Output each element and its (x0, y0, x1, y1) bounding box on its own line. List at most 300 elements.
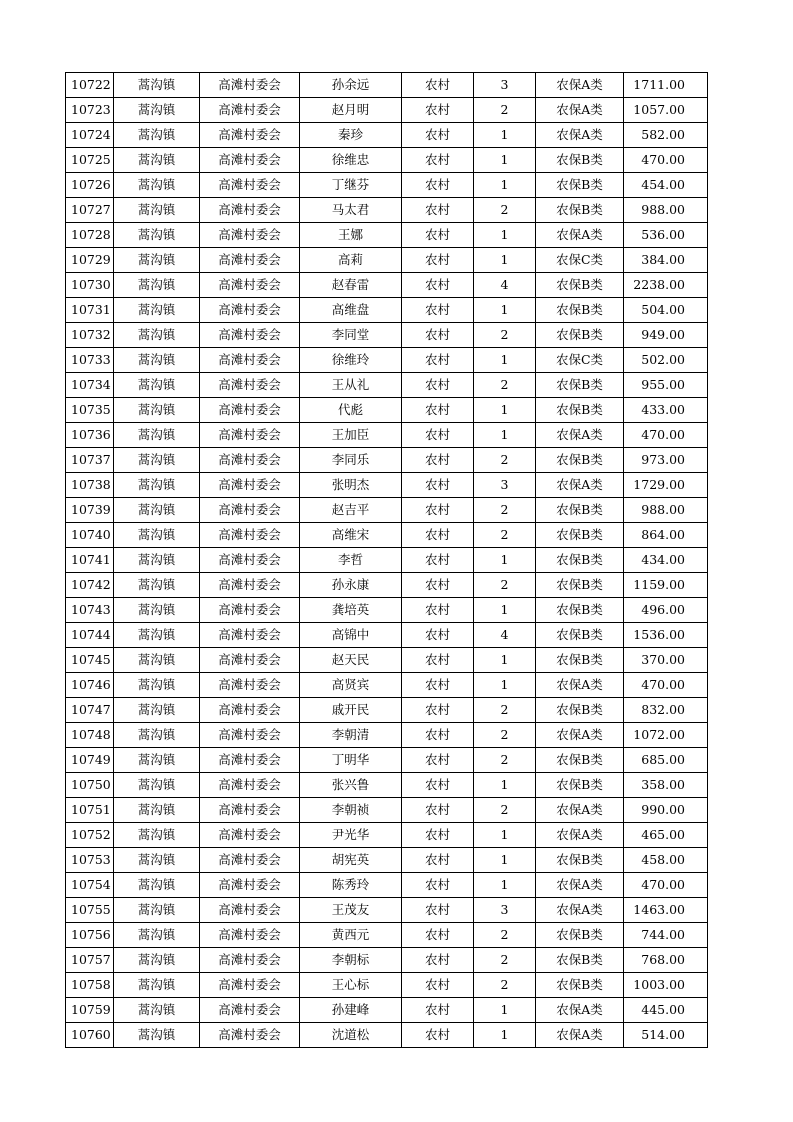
amount-cell: 949.00 (624, 323, 708, 348)
table-row (66, 98, 708, 123)
household-size-cell: 2 (474, 98, 536, 123)
amount-cell: 465.00 (624, 823, 708, 848)
name-cell: 王心标 (300, 973, 402, 998)
area-type-cell: 农村 (402, 623, 474, 648)
household-size-cell: 1 (474, 823, 536, 848)
area-type-cell: 农村 (402, 948, 474, 973)
name-cell: 陈秀玲 (300, 873, 402, 898)
village-committee-cell: 高滩村委会 (200, 923, 300, 948)
household-size-cell: 2 (474, 498, 536, 523)
town-cell: 蒿沟镇 (114, 198, 200, 223)
insurance-class-cell: 农保B类 (536, 748, 624, 773)
household-size-cell: 2 (474, 748, 536, 773)
area-type-cell: 农村 (402, 598, 474, 623)
insurance-class-cell: 农保A类 (536, 98, 624, 123)
village-committee-cell: 高滩村委会 (200, 998, 300, 1023)
record-id-cell: 10758 (66, 973, 114, 998)
area-type-cell: 农村 (402, 348, 474, 373)
table-row (66, 623, 708, 648)
household-size-cell: 1 (474, 348, 536, 373)
household-size-cell: 1 (474, 248, 536, 273)
village-committee-cell: 高滩村委会 (200, 773, 300, 798)
table-row (66, 1023, 708, 1048)
name-cell: 高维宋 (300, 523, 402, 548)
insurance-class-cell: 农保A类 (536, 798, 624, 823)
table-row (66, 898, 708, 923)
name-cell: 高锦中 (300, 623, 402, 648)
household-size-cell: 2 (474, 923, 536, 948)
amount-cell: 434.00 (624, 548, 708, 573)
table-row (66, 273, 708, 298)
name-cell: 徐维忠 (300, 148, 402, 173)
amount-cell: 470.00 (624, 423, 708, 448)
table-row (66, 873, 708, 898)
table-row (66, 473, 708, 498)
amount-cell: 988.00 (624, 198, 708, 223)
insurance-class-cell: 农保B类 (536, 398, 624, 423)
insurance-class-cell: 农保B类 (536, 948, 624, 973)
amount-cell: 1463.00 (624, 898, 708, 923)
town-cell: 蒿沟镇 (114, 73, 200, 98)
household-size-cell: 1 (474, 598, 536, 623)
village-committee-cell: 高滩村委会 (200, 73, 300, 98)
town-cell: 蒿沟镇 (114, 448, 200, 473)
name-cell: 尹光华 (300, 823, 402, 848)
insurance-class-cell: 农保A类 (536, 123, 624, 148)
amount-cell: 384.00 (624, 248, 708, 273)
amount-cell: 1003.00 (624, 973, 708, 998)
town-cell: 蒿沟镇 (114, 748, 200, 773)
insurance-class-cell: 农保B类 (536, 773, 624, 798)
area-type-cell: 农村 (402, 273, 474, 298)
amount-cell: 496.00 (624, 598, 708, 623)
insurance-class-cell: 农保B类 (536, 273, 624, 298)
insurance-class-cell: 农保A类 (536, 73, 624, 98)
table-row (66, 498, 708, 523)
household-size-cell: 1 (474, 223, 536, 248)
amount-cell: 990.00 (624, 798, 708, 823)
record-id-cell: 10744 (66, 623, 114, 648)
area-type-cell: 农村 (402, 98, 474, 123)
amount-cell: 370.00 (624, 648, 708, 673)
amount-cell: 1536.00 (624, 623, 708, 648)
household-size-cell: 2 (474, 523, 536, 548)
table-row (66, 173, 708, 198)
town-cell: 蒿沟镇 (114, 423, 200, 448)
town-cell: 蒿沟镇 (114, 123, 200, 148)
record-id-cell: 10754 (66, 873, 114, 898)
table-row (66, 573, 708, 598)
area-type-cell: 农村 (402, 223, 474, 248)
name-cell: 赵天民 (300, 648, 402, 673)
household-size-cell: 3 (474, 73, 536, 98)
village-committee-cell: 高滩村委会 (200, 448, 300, 473)
record-id-cell: 10749 (66, 748, 114, 773)
amount-cell: 744.00 (624, 923, 708, 948)
village-committee-cell: 高滩村委会 (200, 498, 300, 523)
village-committee-cell: 高滩村委会 (200, 748, 300, 773)
name-cell: 丁继芬 (300, 173, 402, 198)
household-size-cell: 2 (474, 448, 536, 473)
village-committee-cell: 高滩村委会 (200, 798, 300, 823)
area-type-cell: 农村 (402, 498, 474, 523)
insurance-class-cell: 农保A类 (536, 998, 624, 1023)
name-cell: 赵月明 (300, 98, 402, 123)
area-type-cell: 农村 (402, 873, 474, 898)
area-type-cell: 农村 (402, 773, 474, 798)
name-cell: 孙余远 (300, 73, 402, 98)
village-committee-cell: 高滩村委会 (200, 373, 300, 398)
household-size-cell: 1 (474, 548, 536, 573)
record-id-cell: 10739 (66, 498, 114, 523)
town-cell: 蒿沟镇 (114, 923, 200, 948)
amount-cell: 864.00 (624, 523, 708, 548)
record-id-cell: 10738 (66, 473, 114, 498)
insurance-class-cell: 农保A类 (536, 423, 624, 448)
insurance-class-cell: 农保B类 (536, 198, 624, 223)
table-row (66, 923, 708, 948)
name-cell: 马太君 (300, 198, 402, 223)
record-id-cell: 10731 (66, 298, 114, 323)
area-type-cell: 农村 (402, 748, 474, 773)
area-type-cell: 农村 (402, 423, 474, 448)
area-type-cell: 农村 (402, 198, 474, 223)
name-cell: 代彪 (300, 398, 402, 423)
village-committee-cell: 高滩村委会 (200, 548, 300, 573)
area-type-cell: 农村 (402, 998, 474, 1023)
household-size-cell: 1 (474, 1023, 536, 1048)
table-row (66, 523, 708, 548)
record-id-cell: 10729 (66, 248, 114, 273)
town-cell: 蒿沟镇 (114, 498, 200, 523)
table-row (66, 398, 708, 423)
insurance-class-cell: 农保B类 (536, 698, 624, 723)
record-id-cell: 10755 (66, 898, 114, 923)
household-size-cell: 2 (474, 798, 536, 823)
area-type-cell: 农村 (402, 548, 474, 573)
table-row (66, 548, 708, 573)
town-cell: 蒿沟镇 (114, 573, 200, 598)
household-size-cell: 2 (474, 973, 536, 998)
amount-cell: 582.00 (624, 123, 708, 148)
household-size-cell: 2 (474, 948, 536, 973)
record-id-cell: 10734 (66, 373, 114, 398)
amount-cell: 502.00 (624, 348, 708, 373)
insurance-class-cell: 农保B类 (536, 573, 624, 598)
town-cell: 蒿沟镇 (114, 98, 200, 123)
name-cell: 张兴鲁 (300, 773, 402, 798)
household-size-cell: 1 (474, 873, 536, 898)
area-type-cell: 农村 (402, 473, 474, 498)
household-size-cell: 1 (474, 173, 536, 198)
household-size-cell: 4 (474, 273, 536, 298)
area-type-cell: 农村 (402, 298, 474, 323)
village-committee-cell: 高滩村委会 (200, 948, 300, 973)
village-committee-cell: 高滩村委会 (200, 248, 300, 273)
town-cell: 蒿沟镇 (114, 723, 200, 748)
village-committee-cell: 高滩村委会 (200, 348, 300, 373)
town-cell: 蒿沟镇 (114, 898, 200, 923)
table-row (66, 223, 708, 248)
amount-cell: 988.00 (624, 498, 708, 523)
table-row (66, 298, 708, 323)
record-id-cell: 10737 (66, 448, 114, 473)
record-id-cell: 10733 (66, 348, 114, 373)
record-id-cell: 10752 (66, 823, 114, 848)
village-committee-cell: 高滩村委会 (200, 598, 300, 623)
village-committee-cell: 高滩村委会 (200, 698, 300, 723)
amount-cell: 445.00 (624, 998, 708, 1023)
name-cell: 王娜 (300, 223, 402, 248)
insurance-class-cell: 农保B类 (536, 598, 624, 623)
town-cell: 蒿沟镇 (114, 173, 200, 198)
household-size-cell: 1 (474, 398, 536, 423)
village-committee-cell: 高滩村委会 (200, 1023, 300, 1048)
village-committee-cell: 高滩村委会 (200, 823, 300, 848)
household-size-cell: 4 (474, 623, 536, 648)
record-id-cell: 10748 (66, 723, 114, 748)
town-cell: 蒿沟镇 (114, 1023, 200, 1048)
amount-cell: 1729.00 (624, 473, 708, 498)
area-type-cell: 农村 (402, 523, 474, 548)
area-type-cell: 农村 (402, 448, 474, 473)
area-type-cell: 农村 (402, 973, 474, 998)
insurance-class-cell: 农保B类 (536, 923, 624, 948)
table-row (66, 323, 708, 348)
amount-cell: 1711.00 (624, 73, 708, 98)
amount-cell: 955.00 (624, 373, 708, 398)
village-committee-cell: 高滩村委会 (200, 323, 300, 348)
town-cell: 蒿沟镇 (114, 848, 200, 873)
record-id-cell: 10750 (66, 773, 114, 798)
insurance-class-cell: 农保B类 (536, 648, 624, 673)
village-committee-cell: 高滩村委会 (200, 673, 300, 698)
name-cell: 胡宪英 (300, 848, 402, 873)
name-cell: 丁明华 (300, 748, 402, 773)
table-row (66, 448, 708, 473)
household-size-cell: 1 (474, 648, 536, 673)
record-id-cell: 10724 (66, 123, 114, 148)
area-type-cell: 农村 (402, 673, 474, 698)
record-id-cell: 10730 (66, 273, 114, 298)
village-committee-cell: 高滩村委会 (200, 198, 300, 223)
table-row (66, 973, 708, 998)
area-type-cell: 农村 (402, 698, 474, 723)
town-cell: 蒿沟镇 (114, 773, 200, 798)
insurance-class-cell: 农保B类 (536, 448, 624, 473)
insurance-class-cell: 农保B类 (536, 323, 624, 348)
village-committee-cell: 高滩村委会 (200, 648, 300, 673)
household-size-cell: 2 (474, 573, 536, 598)
name-cell: 徐维玲 (300, 348, 402, 373)
table-row (66, 148, 708, 173)
table-row (66, 373, 708, 398)
town-cell: 蒿沟镇 (114, 373, 200, 398)
village-committee-cell: 高滩村委会 (200, 523, 300, 548)
name-cell: 王加臣 (300, 423, 402, 448)
household-size-cell: 1 (474, 673, 536, 698)
village-committee-cell: 高滩村委会 (200, 398, 300, 423)
record-id-cell: 10742 (66, 573, 114, 598)
area-type-cell: 农村 (402, 848, 474, 873)
village-committee-cell: 高滩村委会 (200, 98, 300, 123)
insurance-class-cell: 农保B类 (536, 523, 624, 548)
village-committee-cell: 高滩村委会 (200, 273, 300, 298)
amount-cell: 1057.00 (624, 98, 708, 123)
village-committee-cell: 高滩村委会 (200, 423, 300, 448)
town-cell: 蒿沟镇 (114, 998, 200, 1023)
record-id-cell: 10751 (66, 798, 114, 823)
town-cell: 蒿沟镇 (114, 623, 200, 648)
table-row (66, 348, 708, 373)
table-row (66, 798, 708, 823)
town-cell: 蒿沟镇 (114, 798, 200, 823)
name-cell: 孙永康 (300, 573, 402, 598)
area-type-cell: 农村 (402, 123, 474, 148)
amount-cell: 1159.00 (624, 573, 708, 598)
insurance-class-cell: 农保B类 (536, 623, 624, 648)
village-committee-cell: 高滩村委会 (200, 898, 300, 923)
record-id-cell: 10740 (66, 523, 114, 548)
name-cell: 沈道松 (300, 1023, 402, 1048)
amount-cell: 470.00 (624, 148, 708, 173)
name-cell: 李朝清 (300, 723, 402, 748)
area-type-cell: 农村 (402, 823, 474, 848)
village-committee-cell: 高滩村委会 (200, 973, 300, 998)
town-cell: 蒿沟镇 (114, 548, 200, 573)
table-row (66, 673, 708, 698)
household-size-cell: 2 (474, 373, 536, 398)
village-committee-cell: 高滩村委会 (200, 873, 300, 898)
town-cell: 蒿沟镇 (114, 948, 200, 973)
amount-cell: 832.00 (624, 698, 708, 723)
name-cell: 赵春雷 (300, 273, 402, 298)
record-id-cell: 10741 (66, 548, 114, 573)
record-id-cell: 10746 (66, 673, 114, 698)
insurance-class-cell: 农保B类 (536, 148, 624, 173)
area-type-cell: 农村 (402, 1023, 474, 1048)
area-type-cell: 农村 (402, 73, 474, 98)
town-cell: 蒿沟镇 (114, 273, 200, 298)
record-id-cell: 10735 (66, 398, 114, 423)
town-cell: 蒿沟镇 (114, 473, 200, 498)
amount-cell: 504.00 (624, 298, 708, 323)
record-id-cell: 10745 (66, 648, 114, 673)
town-cell: 蒿沟镇 (114, 673, 200, 698)
record-id-cell: 10759 (66, 998, 114, 1023)
name-cell: 戚开民 (300, 698, 402, 723)
insurance-class-cell: 农保B类 (536, 373, 624, 398)
town-cell: 蒿沟镇 (114, 523, 200, 548)
table-row (66, 698, 708, 723)
area-type-cell: 农村 (402, 248, 474, 273)
insurance-class-cell: 农保A类 (536, 673, 624, 698)
insurance-class-cell: 农保A类 (536, 898, 624, 923)
village-committee-cell: 高滩村委会 (200, 223, 300, 248)
town-cell: 蒿沟镇 (114, 698, 200, 723)
name-cell: 张明杰 (300, 473, 402, 498)
name-cell: 秦珍 (300, 123, 402, 148)
name-cell: 龚培英 (300, 598, 402, 623)
town-cell: 蒿沟镇 (114, 223, 200, 248)
household-size-cell: 1 (474, 298, 536, 323)
household-size-cell: 1 (474, 848, 536, 873)
insurance-class-cell: 农保B类 (536, 498, 624, 523)
table-row (66, 748, 708, 773)
village-committee-cell: 高滩村委会 (200, 848, 300, 873)
amount-cell: 1072.00 (624, 723, 708, 748)
town-cell: 蒿沟镇 (114, 973, 200, 998)
town-cell: 蒿沟镇 (114, 823, 200, 848)
household-size-cell: 2 (474, 198, 536, 223)
record-id-cell: 10756 (66, 923, 114, 948)
insurance-class-cell: 农保B类 (536, 298, 624, 323)
area-type-cell: 农村 (402, 648, 474, 673)
town-cell: 蒿沟镇 (114, 323, 200, 348)
area-type-cell: 农村 (402, 398, 474, 423)
town-cell: 蒿沟镇 (114, 148, 200, 173)
amount-cell: 514.00 (624, 1023, 708, 1048)
household-size-cell: 3 (474, 473, 536, 498)
name-cell: 赵吉平 (300, 498, 402, 523)
area-type-cell: 农村 (402, 148, 474, 173)
insurance-class-cell: 农保A类 (536, 823, 624, 848)
town-cell: 蒿沟镇 (114, 398, 200, 423)
household-size-cell: 2 (474, 723, 536, 748)
record-id-cell: 10725 (66, 148, 114, 173)
village-committee-cell: 高滩村委会 (200, 723, 300, 748)
village-committee-cell: 高滩村委会 (200, 623, 300, 648)
name-cell: 王从礼 (300, 373, 402, 398)
amount-cell: 454.00 (624, 173, 708, 198)
table-body (66, 73, 708, 1048)
village-committee-cell: 高滩村委会 (200, 123, 300, 148)
household-size-cell: 2 (474, 323, 536, 348)
record-id-cell: 10723 (66, 98, 114, 123)
table-row (66, 723, 708, 748)
area-type-cell: 农村 (402, 723, 474, 748)
town-cell: 蒿沟镇 (114, 298, 200, 323)
area-type-cell: 农村 (402, 323, 474, 348)
name-cell: 李同乐 (300, 448, 402, 473)
table-row (66, 773, 708, 798)
insurance-class-cell: 农保C类 (536, 348, 624, 373)
village-committee-cell: 高滩村委会 (200, 148, 300, 173)
table-row (66, 823, 708, 848)
village-committee-cell: 高滩村委会 (200, 173, 300, 198)
town-cell: 蒿沟镇 (114, 873, 200, 898)
table-row (66, 948, 708, 973)
insurance-class-cell: 农保A类 (536, 473, 624, 498)
insurance-class-cell: 农保A类 (536, 723, 624, 748)
town-cell: 蒿沟镇 (114, 248, 200, 273)
table-row (66, 998, 708, 1023)
household-size-cell: 1 (474, 773, 536, 798)
household-size-cell: 1 (474, 423, 536, 448)
record-id-cell: 10722 (66, 73, 114, 98)
amount-cell: 685.00 (624, 748, 708, 773)
household-size-cell: 1 (474, 998, 536, 1023)
record-id-cell: 10726 (66, 173, 114, 198)
area-type-cell: 农村 (402, 898, 474, 923)
area-type-cell: 农村 (402, 173, 474, 198)
subsidy-table (65, 72, 708, 1048)
household-size-cell: 2 (474, 698, 536, 723)
household-size-cell: 3 (474, 898, 536, 923)
name-cell: 李朝祯 (300, 798, 402, 823)
record-id-cell: 10757 (66, 948, 114, 973)
town-cell: 蒿沟镇 (114, 598, 200, 623)
